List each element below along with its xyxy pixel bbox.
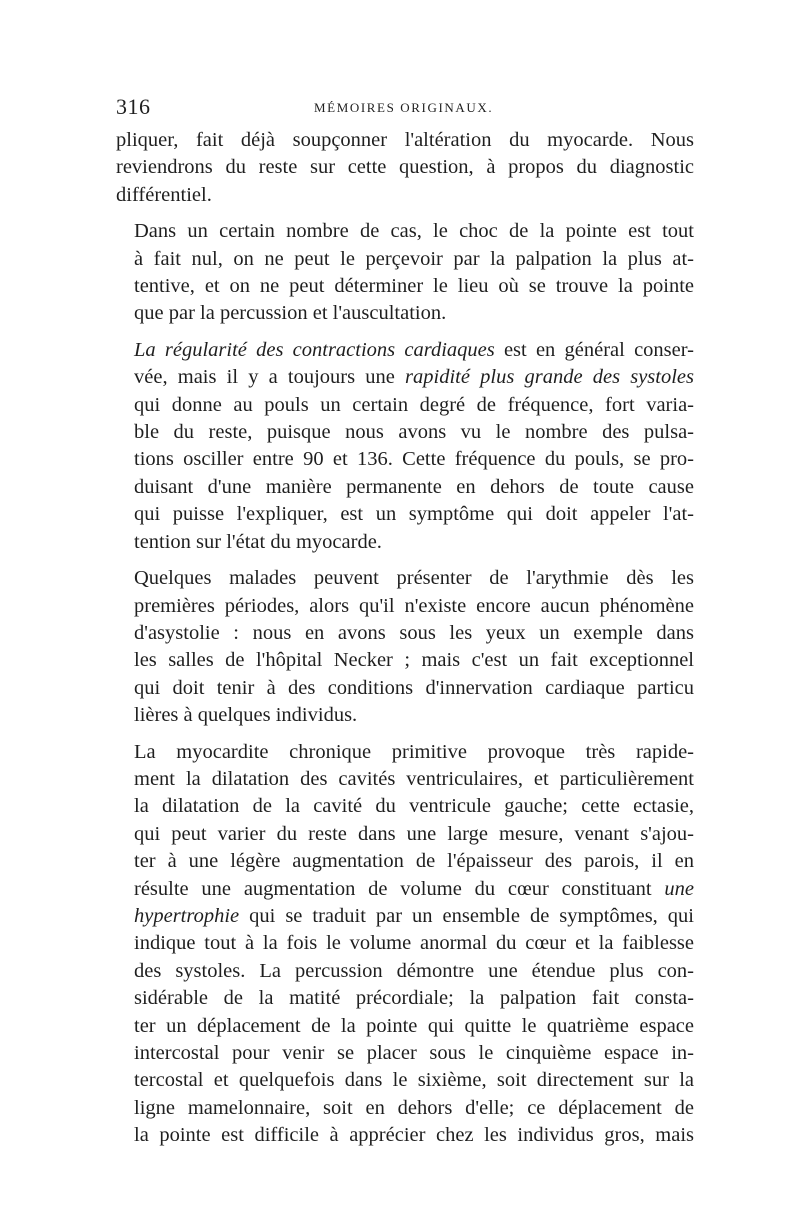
text-line xyxy=(116,364,694,391)
text-line: pliquer, fait déjà soupçonner l'altération du myocarde. Nous xyxy=(116,129,694,151)
text-run: qui se traduit par un ensemble de symptômes, qui xyxy=(239,904,694,927)
text-line: Dans un certain nombre de cas, le choc de la pointe est tout xyxy=(134,220,694,243)
text-line: indique tout à la fois le volume anormal du cœur et la faiblesse xyxy=(134,932,694,955)
paragraph xyxy=(116,739,694,1150)
text-line: intercostal pour venir se placer sous le cinquième espace in- xyxy=(134,1042,694,1064)
text-line: premières périodes, alors qu'il n'existe encore aucun phénomène xyxy=(134,594,694,617)
text-line: qui donne au pouls un certain degré de fréquence, fort varia- xyxy=(134,393,694,416)
text-line: tention sur l'état du myocarde. xyxy=(134,530,382,553)
italic-phrase: une xyxy=(664,877,694,900)
text-line: qui peut varier du reste dans une large mesure, venant s'ajou- xyxy=(134,822,694,845)
italic-phrase: rapidité plus grande des systoles xyxy=(405,366,695,389)
text-run: est en général conser- xyxy=(494,338,694,361)
paragraph xyxy=(116,127,694,209)
text-line: d'asystolie : nous en avons sous les yeux un exemple dans xyxy=(134,621,694,644)
text-line: reviendrons du reste sur cette question, à propos du diagnostic xyxy=(116,156,694,179)
text-line: des systoles. La percussion démontre une étendue plus con- xyxy=(134,959,694,982)
text-line: à fait nul, on ne peut le perçevoir par la palpation la plus at- xyxy=(134,247,694,270)
text-line: sidérable de la matité précordiale; la palpation fait consta- xyxy=(134,987,694,1010)
text-line: lières à quelques individus. xyxy=(134,704,358,727)
text-line: que par la percussion et l'auscultation. xyxy=(134,302,447,325)
text-line: ter à une légère augmentation de l'épaisseur des parois, il en xyxy=(134,850,694,873)
paragraph xyxy=(116,565,694,729)
text-run: vée, mais il y a toujours une xyxy=(134,366,406,389)
body-text xyxy=(116,127,694,1150)
paragraph xyxy=(116,218,694,328)
text-run: résulte une augmentation de volume du cœur constituant xyxy=(134,877,665,900)
running-title: MÉMOIRES ORIGINAUX. xyxy=(314,100,494,115)
text-line: qui puisse l'expliquer, est un symptôme qui doit appeler l'at- xyxy=(134,503,694,526)
text-line: ble du reste, puisque nous avons vu le nombre des pulsa- xyxy=(134,421,694,444)
text-line: les salles de l'hôpital Necker ; mais c'est un fait exceptionnel xyxy=(134,649,694,672)
text-line: qui doit tenir à des conditions d'innervation cardiaque particu xyxy=(134,676,694,699)
text-line: ment la dilatation des cavités ventriculaires, et particulièrement xyxy=(134,767,694,790)
paragraph xyxy=(116,337,694,556)
text-line xyxy=(116,903,694,930)
text-line: La myocardite chronique primitive provoque très rapide- xyxy=(134,740,694,763)
page-header xyxy=(116,94,694,124)
italic-phrase: La régularité des contractions cardiaques xyxy=(134,338,495,361)
text-line: ligne mamelonnaire, soit en dehors d'elle; ce déplacement de xyxy=(134,1096,694,1119)
text-line: Quelques malades peuvent présenter de l'arythmie dès les xyxy=(134,567,694,590)
text-line: ter un déplacement de la pointe qui quitte le quatrième espace xyxy=(134,1014,694,1037)
italic-phrase: hypertrophie xyxy=(134,904,240,927)
text-line: différentiel. xyxy=(116,183,212,206)
text-line: la dilatation de la cavité du ventricule gauche; cette ectasie, xyxy=(134,795,694,818)
text-line xyxy=(116,337,694,364)
text-line: tions osciller entre 90 et 136. Cette fréquence du pouls, se pro- xyxy=(134,448,694,471)
text-line xyxy=(116,876,694,903)
text-line: tercostal et quelquefois dans le sixième, soit directement sur la xyxy=(134,1069,694,1092)
text-line: tentive, et on ne peut déterminer le lieu où se trouve la pointe xyxy=(134,275,694,298)
text-line: la pointe est difficile à apprécier chez les individus gros, mais xyxy=(134,1124,694,1147)
page-number: 316 xyxy=(116,94,151,119)
text-line: duisant d'une manière permanente en dehors de toute cause xyxy=(134,475,694,498)
